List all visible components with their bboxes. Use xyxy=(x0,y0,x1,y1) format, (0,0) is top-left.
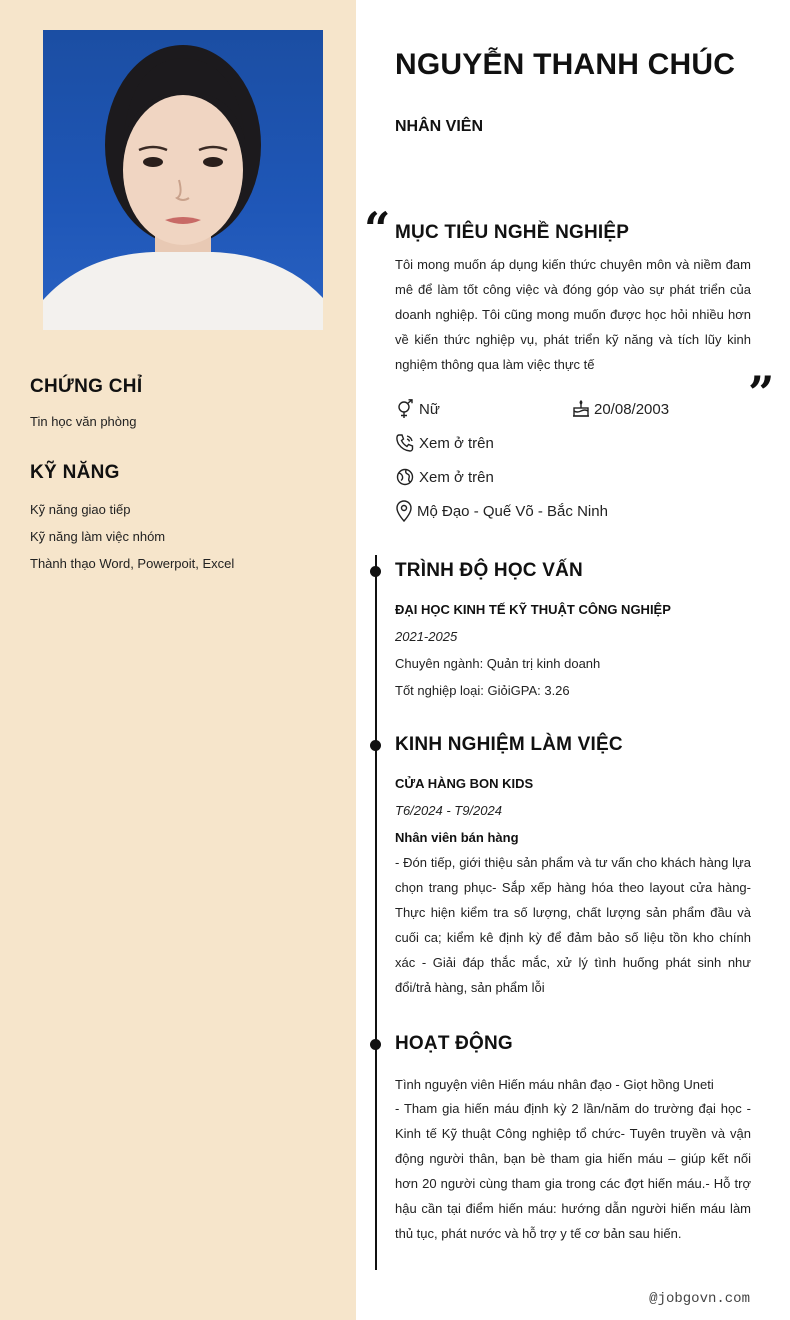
activities-title: HOẠT ĐỘNG xyxy=(395,1033,513,1054)
activity-description xyxy=(395,1096,751,1246)
birthday-value: 20/08/2003 xyxy=(594,400,670,418)
experience-line: xác - Giải đáp thắc mắc, xử lý tình huống phát sinh như xyxy=(395,955,751,970)
experience-line: cuối ca; kiểm kê định kỳ để đảm bảo số liệu tồn kho chính xyxy=(395,930,751,945)
birthday-row xyxy=(572,399,669,419)
skill-item: Kỹ năng làm việc nhóm xyxy=(30,529,166,544)
objective-line: doanh nghiệp. Tôi cũng mong muốn được học hỏi nhiều hơn xyxy=(395,307,751,322)
objective-title: MỤC TIÊU NGHỀ NGHIỆP xyxy=(395,222,630,243)
timeline-dot xyxy=(370,1039,381,1050)
globe-icon xyxy=(395,467,415,487)
education-school: ĐẠI HỌC KINH TẾ KỸ THUẬT CÔNG NGHIỆP xyxy=(395,602,671,617)
website-row xyxy=(395,467,494,487)
activity-line: - Tham gia hiến máu định kỳ 2 lần/năm do trường đại học - xyxy=(395,1101,751,1116)
experience-description xyxy=(395,850,751,1000)
phone-value: Xem ở trên xyxy=(419,434,494,452)
address-value: Mộ Đạo - Quế Võ - Bắc Ninh xyxy=(417,502,608,520)
certificates-title: CHỨNG CHỈ xyxy=(30,376,143,397)
timeline-dot xyxy=(370,740,381,751)
cake-icon xyxy=(572,399,590,419)
skills-section xyxy=(30,462,330,571)
activity-line: thủ tục, phát nước và hỗ trợ y tế cơ bản sau hiến. xyxy=(395,1226,682,1241)
objective-line: về kiến thức nghiệp vụ, phát triển kỹ năng và tích lũy kinh xyxy=(395,332,751,347)
education-section xyxy=(395,560,751,698)
location-pin-icon xyxy=(395,500,413,522)
certificate-item: Tin học văn phòng xyxy=(30,414,137,429)
timeline-line xyxy=(375,555,377,1270)
experience-line: chọn trang phục- Sắp xếp hàng hóa theo layout cửa hàng- xyxy=(395,880,751,895)
timeline-dot xyxy=(370,566,381,577)
profile-photo xyxy=(43,30,323,330)
watermark-text: @jobgovn.com xyxy=(649,1291,750,1307)
activity-line: Kinh tế Kỹ thuật Công nghiệp tổ chức- Tuyên truyền và vận xyxy=(395,1126,751,1141)
quote-close-icon: ” xyxy=(748,366,775,420)
candidate-name: NGUYỄN THANH CHÚC xyxy=(395,48,736,81)
education-major: Chuyên ngành: Quản trị kinh doanh xyxy=(395,656,601,671)
experience-line: đổi/trả hàng, sản phẩm lỗi xyxy=(395,980,545,995)
experience-section xyxy=(395,734,751,1000)
education-title: TRÌNH ĐỘ HỌC VẤN xyxy=(395,560,583,581)
objective-section xyxy=(395,222,751,377)
gender-icon xyxy=(395,399,415,419)
experience-period: T6/2024 - T9/2024 xyxy=(395,803,502,818)
activity-name: Tình nguyện viên Hiến máu nhân đạo - Giọt hồng Uneti xyxy=(395,1077,714,1092)
gender-row xyxy=(395,399,440,419)
skills-title: KỸ NĂNG xyxy=(30,462,120,483)
activity-line: hậu cần tại điểm hiến máu: hướng dẫn người hiến máu làm xyxy=(395,1201,751,1216)
activity-line: động người thân, bạn bè tham gia hiến máu – giúp kết nối xyxy=(395,1151,751,1166)
activity-line: hơn 20 người cùng tham gia trong các đợt hiến máu.- Hỗ trợ xyxy=(395,1176,751,1191)
experience-line: Thực hiện kiểm tra số lượng, chất lượng sản phẩm đầu và xyxy=(395,905,751,920)
website-value: Xem ở trên xyxy=(419,468,494,486)
phone-row xyxy=(395,433,494,453)
objective-line: Tôi mong muốn áp dụng kiến thức chuyên môn và niềm đam xyxy=(395,257,751,272)
certificates-section xyxy=(30,376,330,429)
phone-icon xyxy=(395,433,415,453)
activities-section xyxy=(395,1033,751,1246)
address-row xyxy=(395,500,608,522)
gender-value: Nữ xyxy=(419,400,440,418)
experience-title: KINH NGHIỆM LÀM VIỆC xyxy=(395,734,623,755)
experience-line: - Đón tiếp, giới thiệu sản phẩm và tư vấn cho khách hàng lựa xyxy=(395,855,751,870)
education-period: 2021-2025 xyxy=(395,629,458,644)
quote-open-icon: “ xyxy=(364,202,391,256)
objective-text xyxy=(395,252,751,377)
education-grade: Tốt nghiệp loại: GiỏiGPA: 3.26 xyxy=(395,683,570,698)
skill-item: Kỹ năng giao tiếp xyxy=(30,502,131,517)
candidate-role: NHÂN VIÊN xyxy=(395,118,484,135)
objective-line: nghiệm thông qua làm việc thực tế xyxy=(395,357,595,372)
experience-company: CỬA HÀNG BON KIDS xyxy=(395,776,534,791)
skill-item: Thành thạo Word, Powerpoit, Excel xyxy=(30,556,235,571)
objective-line: mê để làm tốt công việc và đóng góp vào sự phát triển của xyxy=(395,282,751,297)
experience-position: Nhân viên bán hàng xyxy=(395,830,519,845)
